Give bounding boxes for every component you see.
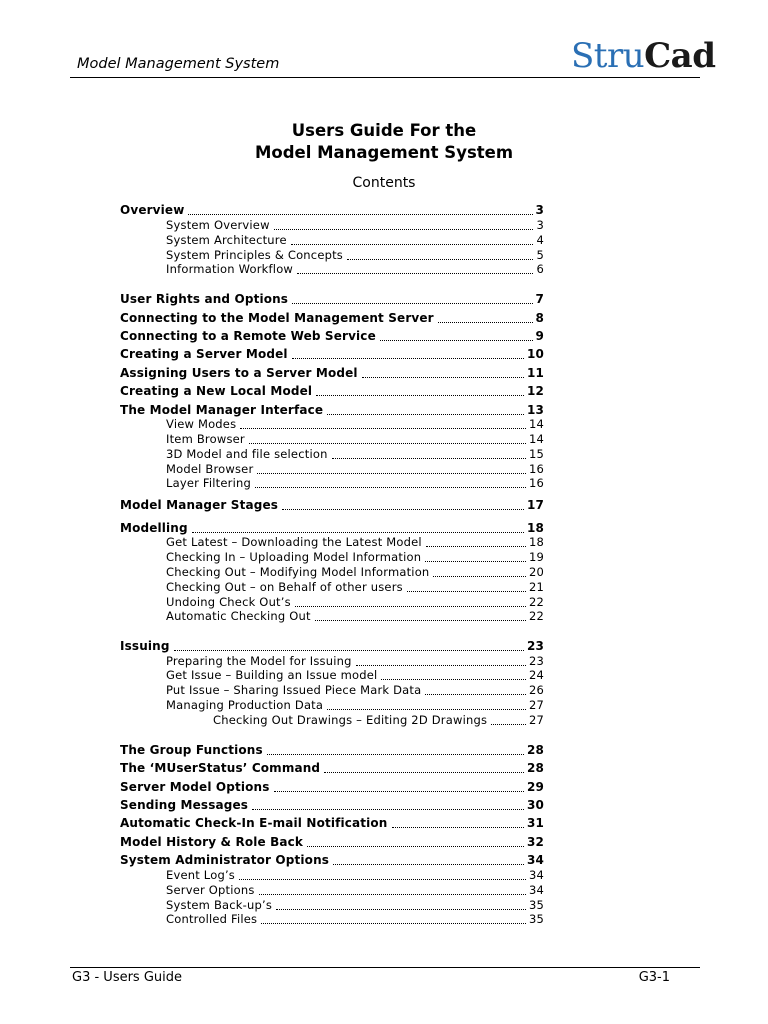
toc-entry-page: 34 <box>528 883 544 897</box>
toc-leader-dots <box>259 894 526 895</box>
toc-entry-label: Model Browser <box>166 462 254 476</box>
toc-entry <box>166 654 544 668</box>
toc-entry <box>166 609 544 623</box>
toc-entry <box>166 580 544 594</box>
toc-entry <box>120 292 544 306</box>
toc-entry-page: 21 <box>528 580 544 594</box>
toc-entry-label: Issuing <box>120 639 170 653</box>
toc-entry-page: 14 <box>528 432 544 446</box>
toc-entry-label: Controlled Files <box>166 912 258 926</box>
toc-entry <box>120 816 544 830</box>
toc-leader-dots <box>255 487 526 488</box>
toc-entry-label: Preparing the Model for Issuing <box>166 654 352 668</box>
toc-leader-dots <box>425 561 526 562</box>
toc-entry-page: 13 <box>527 403 544 417</box>
toc-entry <box>166 550 544 564</box>
toc-entry-label: Put Issue – Sharing Issued Piece Mark Data <box>166 683 422 697</box>
toc-entry <box>120 498 544 512</box>
toc-entry <box>166 218 544 232</box>
toc-entry <box>166 417 544 431</box>
document-title-line2: Model Management System <box>254 143 514 162</box>
toc-entry-page: 7 <box>535 292 544 306</box>
toc-entry-label: Managing Production Data <box>166 698 324 712</box>
toc-entry-label: Item Browser <box>166 432 245 446</box>
toc-entry-label: Checking In – Uploading Model Information <box>166 550 422 564</box>
toc-entry-page: 4 <box>536 233 544 247</box>
toc-leader-dots <box>425 694 526 695</box>
toc-entry <box>166 476 544 490</box>
toc-entry <box>166 698 544 712</box>
toc-entry-label: System Back-up’s <box>166 898 273 912</box>
toc-entry-label: Sending Messages <box>120 798 249 812</box>
toc-entry-page: 9 <box>535 329 544 343</box>
toc-entry <box>213 713 544 727</box>
toc-leader-dots <box>324 772 524 773</box>
toc-leader-dots <box>291 244 534 245</box>
toc-entry-label: Checking Out Drawings – Editing 2D Drawings <box>213 713 488 727</box>
toc-entry-label: The Model Manager Interface <box>120 403 324 417</box>
toc-leader-dots <box>332 458 526 459</box>
toc-entry-page: 15 <box>528 447 544 461</box>
toc-entry-page: 3 <box>535 203 544 217</box>
toc-entry <box>120 311 544 325</box>
toc-entry-page: 18 <box>527 521 544 535</box>
toc-leader-dots <box>297 273 533 274</box>
toc-entry-page: 17 <box>527 498 544 512</box>
toc-leader-dots <box>257 473 526 474</box>
toc-leader-dots <box>239 879 526 880</box>
toc-entry <box>166 233 544 247</box>
toc-leader-dots <box>316 395 524 396</box>
toc-entry-page: 28 <box>527 761 544 775</box>
toc-entry <box>120 329 544 343</box>
document-title-line1: Users Guide For the <box>291 121 477 140</box>
toc-leader-dots <box>362 377 524 378</box>
toc-entry-page: 11 <box>527 366 544 380</box>
toc-entry-page: 12 <box>527 384 544 398</box>
toc-leader-dots <box>274 229 534 230</box>
toc-leader-dots <box>274 791 524 792</box>
toc-leader-dots <box>356 665 526 666</box>
toc-entry-page: 26 <box>528 683 544 697</box>
toc-entry-page: 35 <box>528 898 544 912</box>
toc-leader-dots <box>433 576 526 577</box>
toc-entry <box>120 384 544 398</box>
toc-entry-label: User Rights and Options <box>120 292 289 306</box>
toc-entry-page: 16 <box>528 476 544 490</box>
toc-entry <box>120 639 544 653</box>
toc-entry-page: 16 <box>528 462 544 476</box>
toc-entry-label: System Principles & Concepts <box>166 248 343 262</box>
toc-entry <box>166 595 544 609</box>
toc-entry <box>120 521 544 535</box>
toc-entry-label: Overview <box>120 203 185 217</box>
footer-rule <box>70 967 700 968</box>
toc-entry-label: Model History & Role Back <box>120 835 304 849</box>
toc-leader-dots <box>292 303 532 304</box>
toc-leader-dots <box>407 591 526 592</box>
toc-entry-page: 34 <box>528 868 544 882</box>
toc-entry-label: Model Manager Stages <box>120 498 279 512</box>
toc-entry-page: 8 <box>535 311 544 325</box>
toc-entry <box>120 835 544 849</box>
toc-leader-dots <box>426 546 526 547</box>
toc-leader-dots <box>295 606 526 607</box>
toc-leader-dots <box>307 846 524 847</box>
toc-leader-dots <box>240 428 526 429</box>
toc-entry <box>166 912 544 926</box>
logo-part-cad: Cad <box>644 36 716 76</box>
toc-leader-dots <box>292 358 524 359</box>
logo-part-stru: Stru <box>571 36 645 76</box>
toc-entry-page: 35 <box>528 912 544 926</box>
toc-entry-page: 5 <box>536 248 544 262</box>
toc-entry-page: 29 <box>527 780 544 794</box>
toc-leader-dots <box>192 532 524 533</box>
toc-leader-dots <box>252 809 524 810</box>
toc-entry-page: 28 <box>527 743 544 757</box>
toc-entry <box>166 262 544 276</box>
toc-entry-label: View Modes <box>166 417 237 431</box>
toc-entry-page: 34 <box>527 853 544 867</box>
toc-entry-label: System Administrator Options <box>120 853 330 867</box>
toc-entry <box>166 683 544 697</box>
toc-entry-label: System Overview <box>166 218 270 232</box>
toc-leader-dots <box>333 864 524 865</box>
toc-entry <box>166 898 544 912</box>
toc-entry-label: Get Latest – Downloading the Latest Model <box>166 535 422 549</box>
toc-entry <box>166 535 544 549</box>
toc-entry-page: 27 <box>528 713 544 727</box>
toc-entry-page: 18 <box>528 535 544 549</box>
toc-entry <box>166 565 544 579</box>
toc-entry-label: Connecting to the Model Management Server <box>120 311 434 325</box>
toc-leader-dots <box>347 259 533 260</box>
toc-leader-dots <box>282 509 524 510</box>
toc-leader-dots <box>327 414 524 415</box>
toc-entry <box>166 432 544 446</box>
toc-entry <box>120 743 544 757</box>
toc-entry-page: 30 <box>527 798 544 812</box>
toc-entry <box>166 248 544 262</box>
toc-entry-label: Modelling <box>120 521 188 535</box>
toc-entry <box>166 447 544 461</box>
toc-leader-dots <box>315 620 526 621</box>
toc-entry-label: 3D Model and file selection <box>166 447 328 461</box>
toc-entry-page: 22 <box>528 609 544 623</box>
toc-leader-dots <box>267 754 524 755</box>
toc-entry-page: 23 <box>528 654 544 668</box>
toc-leader-dots <box>380 340 533 341</box>
toc-leader-dots <box>381 679 526 680</box>
toc-entry-page: 31 <box>527 816 544 830</box>
toc-entry-page: 23 <box>527 639 544 653</box>
toc-entry-label: Creating a New Local Model <box>120 384 313 398</box>
toc-entry <box>166 868 544 882</box>
toc-entry-label: The ‘MUserStatus’ Command <box>120 761 321 775</box>
toc-entry-label: Server Options <box>166 883 255 897</box>
toc-entry-page: 19 <box>528 550 544 564</box>
toc-entry <box>120 203 544 217</box>
toc-entry-page: 10 <box>527 347 544 361</box>
toc-entry <box>120 798 544 812</box>
toc-entry-page: 20 <box>528 565 544 579</box>
toc-entry-label: Assigning Users to a Server Model <box>120 366 358 380</box>
contents-heading: Contents <box>352 175 416 191</box>
toc-entry-label: Server Model Options <box>120 780 270 794</box>
toc-entry-page: 6 <box>536 262 544 276</box>
toc-entry-page: 24 <box>528 668 544 682</box>
toc-leader-dots <box>491 724 526 725</box>
toc-entry <box>120 761 544 775</box>
toc-entry-label: Connecting to a Remote Web Service <box>120 329 376 343</box>
header-title: Model Management System <box>77 56 280 72</box>
toc-leader-dots <box>276 909 526 910</box>
toc-entry-label: Layer Filtering <box>166 476 251 490</box>
toc-entry-label: Creating a Server Model <box>120 347 288 361</box>
toc-entry-label: System Architecture <box>166 233 287 247</box>
toc-leader-dots <box>392 827 524 828</box>
toc-entry <box>120 347 544 361</box>
toc-leader-dots <box>249 443 526 444</box>
toc-entry-page: 3 <box>536 218 544 232</box>
toc-leader-dots <box>174 650 524 651</box>
toc-entry-label: The Group Functions <box>120 743 263 757</box>
toc-entry <box>120 780 544 794</box>
toc-entry-page: 32 <box>527 835 544 849</box>
toc-entry <box>120 853 544 867</box>
toc-entry-label: Information Workflow <box>166 262 294 276</box>
toc-leader-dots <box>261 923 526 924</box>
toc-leader-dots <box>188 214 532 215</box>
toc-leader-dots <box>327 709 526 710</box>
toc-leader-dots <box>438 322 533 323</box>
toc-entry-page: 22 <box>528 595 544 609</box>
toc-entry-label: Automatic Check-In E-mail Notification <box>120 816 388 830</box>
toc-entry <box>166 668 544 682</box>
toc-entry-label: Get Issue – Building an Issue model <box>166 668 378 682</box>
toc-entry-label: Undoing Check Out’s <box>166 595 291 609</box>
footer-document-name: G3 - Users Guide <box>72 970 183 985</box>
toc-entry <box>166 462 544 476</box>
toc-entry-label: Event Log’s <box>166 868 235 882</box>
toc-entry-label: Automatic Checking Out <box>166 609 311 623</box>
toc-entry-label: Checking Out – on Behalf of other users <box>166 580 403 594</box>
toc-entry <box>120 403 544 417</box>
footer-page-number: G3-1 <box>638 970 670 985</box>
toc-entry-page: 14 <box>528 417 544 431</box>
toc-entry-label: Checking Out – Modifying Model Information <box>166 565 430 579</box>
toc-entry <box>166 883 544 897</box>
toc-entry <box>120 366 544 380</box>
toc-entry-page: 27 <box>528 698 544 712</box>
